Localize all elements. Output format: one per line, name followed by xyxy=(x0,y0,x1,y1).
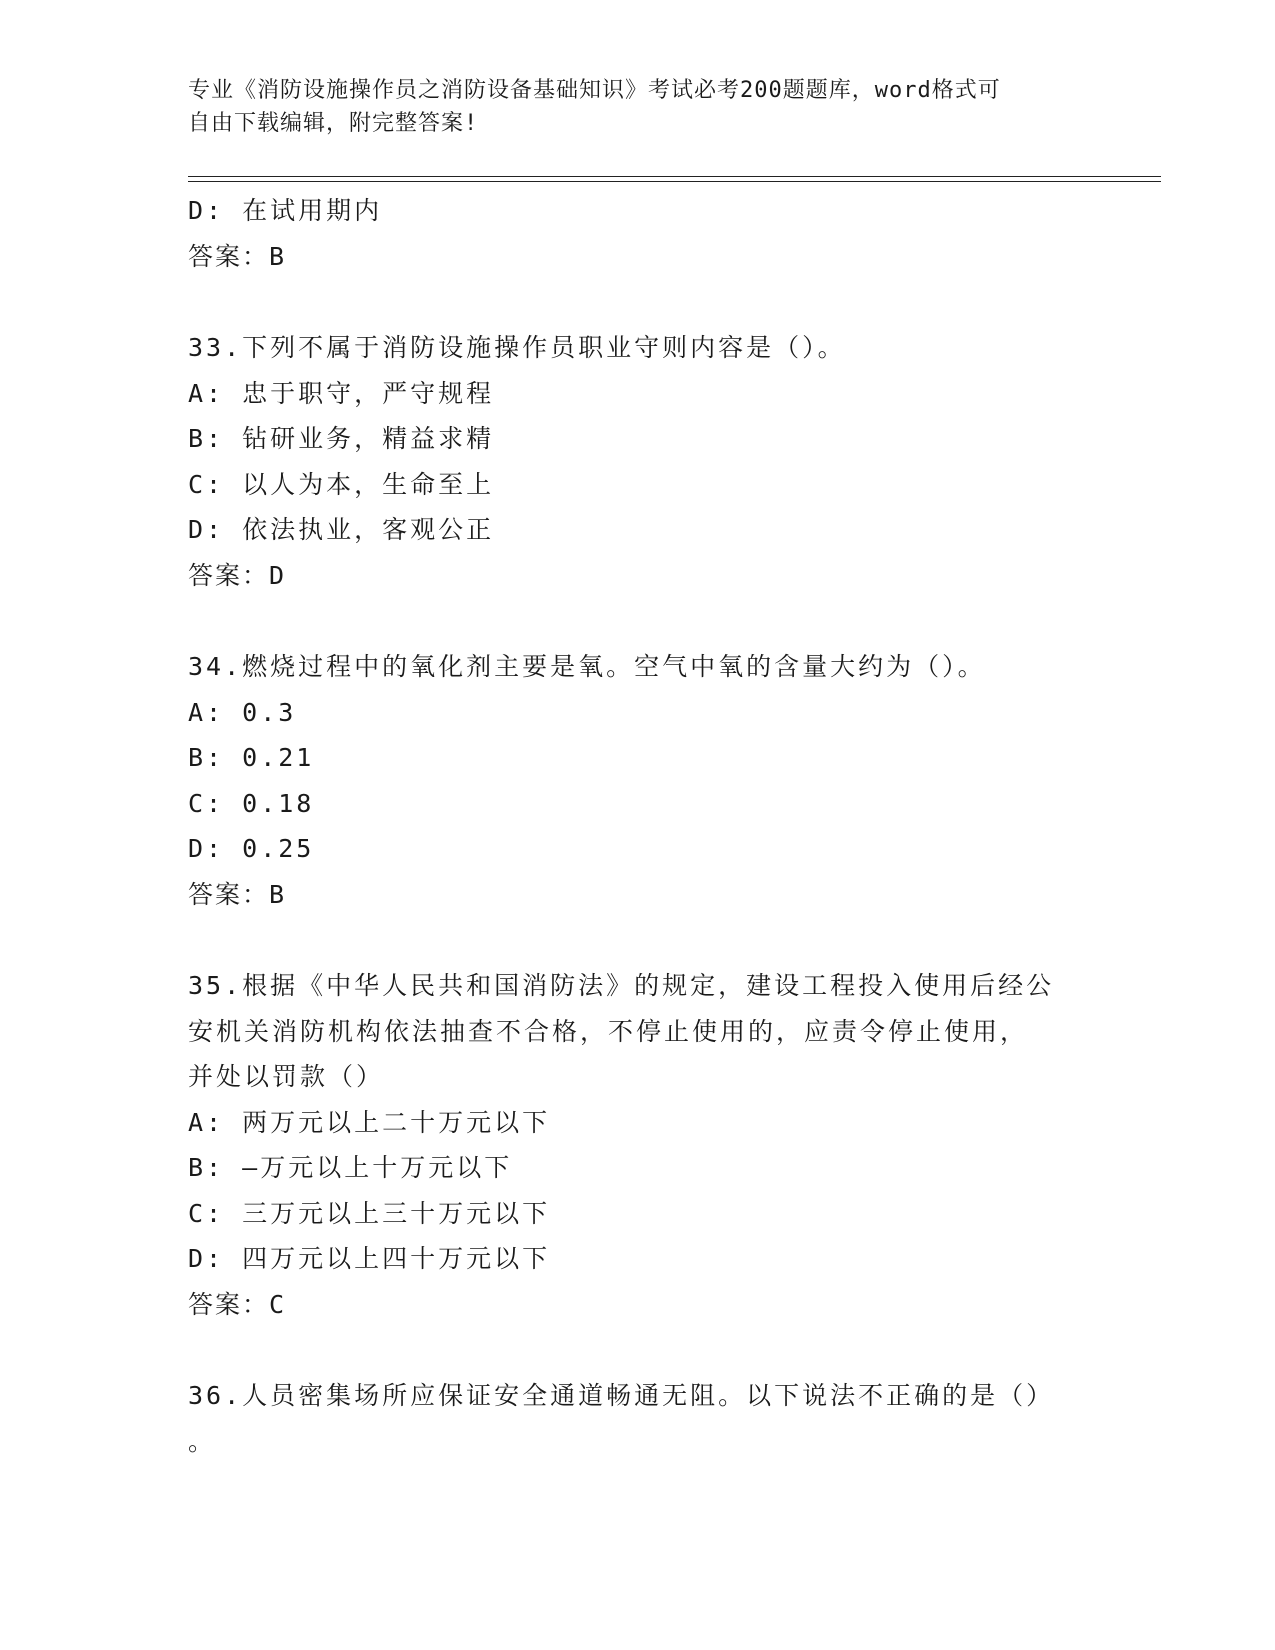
document-header xyxy=(188,74,1068,140)
answer: 答案：C xyxy=(188,1289,287,1319)
question-text-line-1: 35.根据《中华人民共和国消防法》的规定，建设工程投入使用后经公 xyxy=(188,971,1055,1000)
option-b: B: 0.21 xyxy=(188,743,315,772)
question-text-line-3: 并处以罚款（） xyxy=(188,1062,385,1091)
question-34 xyxy=(188,644,1088,917)
question-text: 33.下列不属于消防设施操作员职业守则内容是（）。 xyxy=(188,333,846,362)
option-d: D: 四万元以上四十万元以下 xyxy=(188,1244,551,1273)
question-text-line-2: 。 xyxy=(188,1426,217,1456)
question-text-line-1: 36.人员密集场所应保证安全通道畅通无阻。以下说法不正确的是（） xyxy=(188,1381,1055,1410)
header-line-1: 专业《消防设施操作员之消防设备基础知识》考试必考200题题库，word格式可 xyxy=(188,78,1001,103)
answer: 答案：B xyxy=(188,879,287,909)
option-d: D: 依法执业，客观公正 xyxy=(188,515,495,544)
header-line-2: 自由下载编辑，附完整答案! xyxy=(188,111,479,136)
question-35 xyxy=(188,963,1088,1327)
prev-answer: 答案：B xyxy=(188,241,287,271)
option-c: C: 以人为本，生命至上 xyxy=(188,469,495,499)
option-b: B: —万元以上十万元以下 xyxy=(188,1153,513,1182)
option-a: A: 0.3 xyxy=(188,697,297,727)
option-a: A: 忠于职守，严守规程 xyxy=(188,378,495,408)
option-a: A: 两万元以上二十万元以下 xyxy=(188,1107,551,1137)
question-text-line-2: 安机关消防机构依法抽查不合格，不停止使用的，应责令停止使用， xyxy=(188,1016,1029,1046)
option-b: B: 钻研业务，精益求精 xyxy=(188,424,495,453)
question-text: 34.燃烧过程中的氧化剂主要是氧。空气中氧的含量大约为（）。 xyxy=(188,652,986,681)
header-double-rule xyxy=(188,176,1161,182)
question-body xyxy=(188,188,1088,1464)
option-d: D: 0.25 xyxy=(188,834,315,863)
prev-option-d: D: 在试用期内 xyxy=(188,196,383,225)
question-33 xyxy=(188,325,1088,598)
answer: 答案：D xyxy=(188,560,287,590)
option-c: C: 三万元以上三十万元以下 xyxy=(188,1198,551,1228)
question-36 xyxy=(188,1373,1088,1464)
option-c: C: 0.18 xyxy=(188,788,315,818)
